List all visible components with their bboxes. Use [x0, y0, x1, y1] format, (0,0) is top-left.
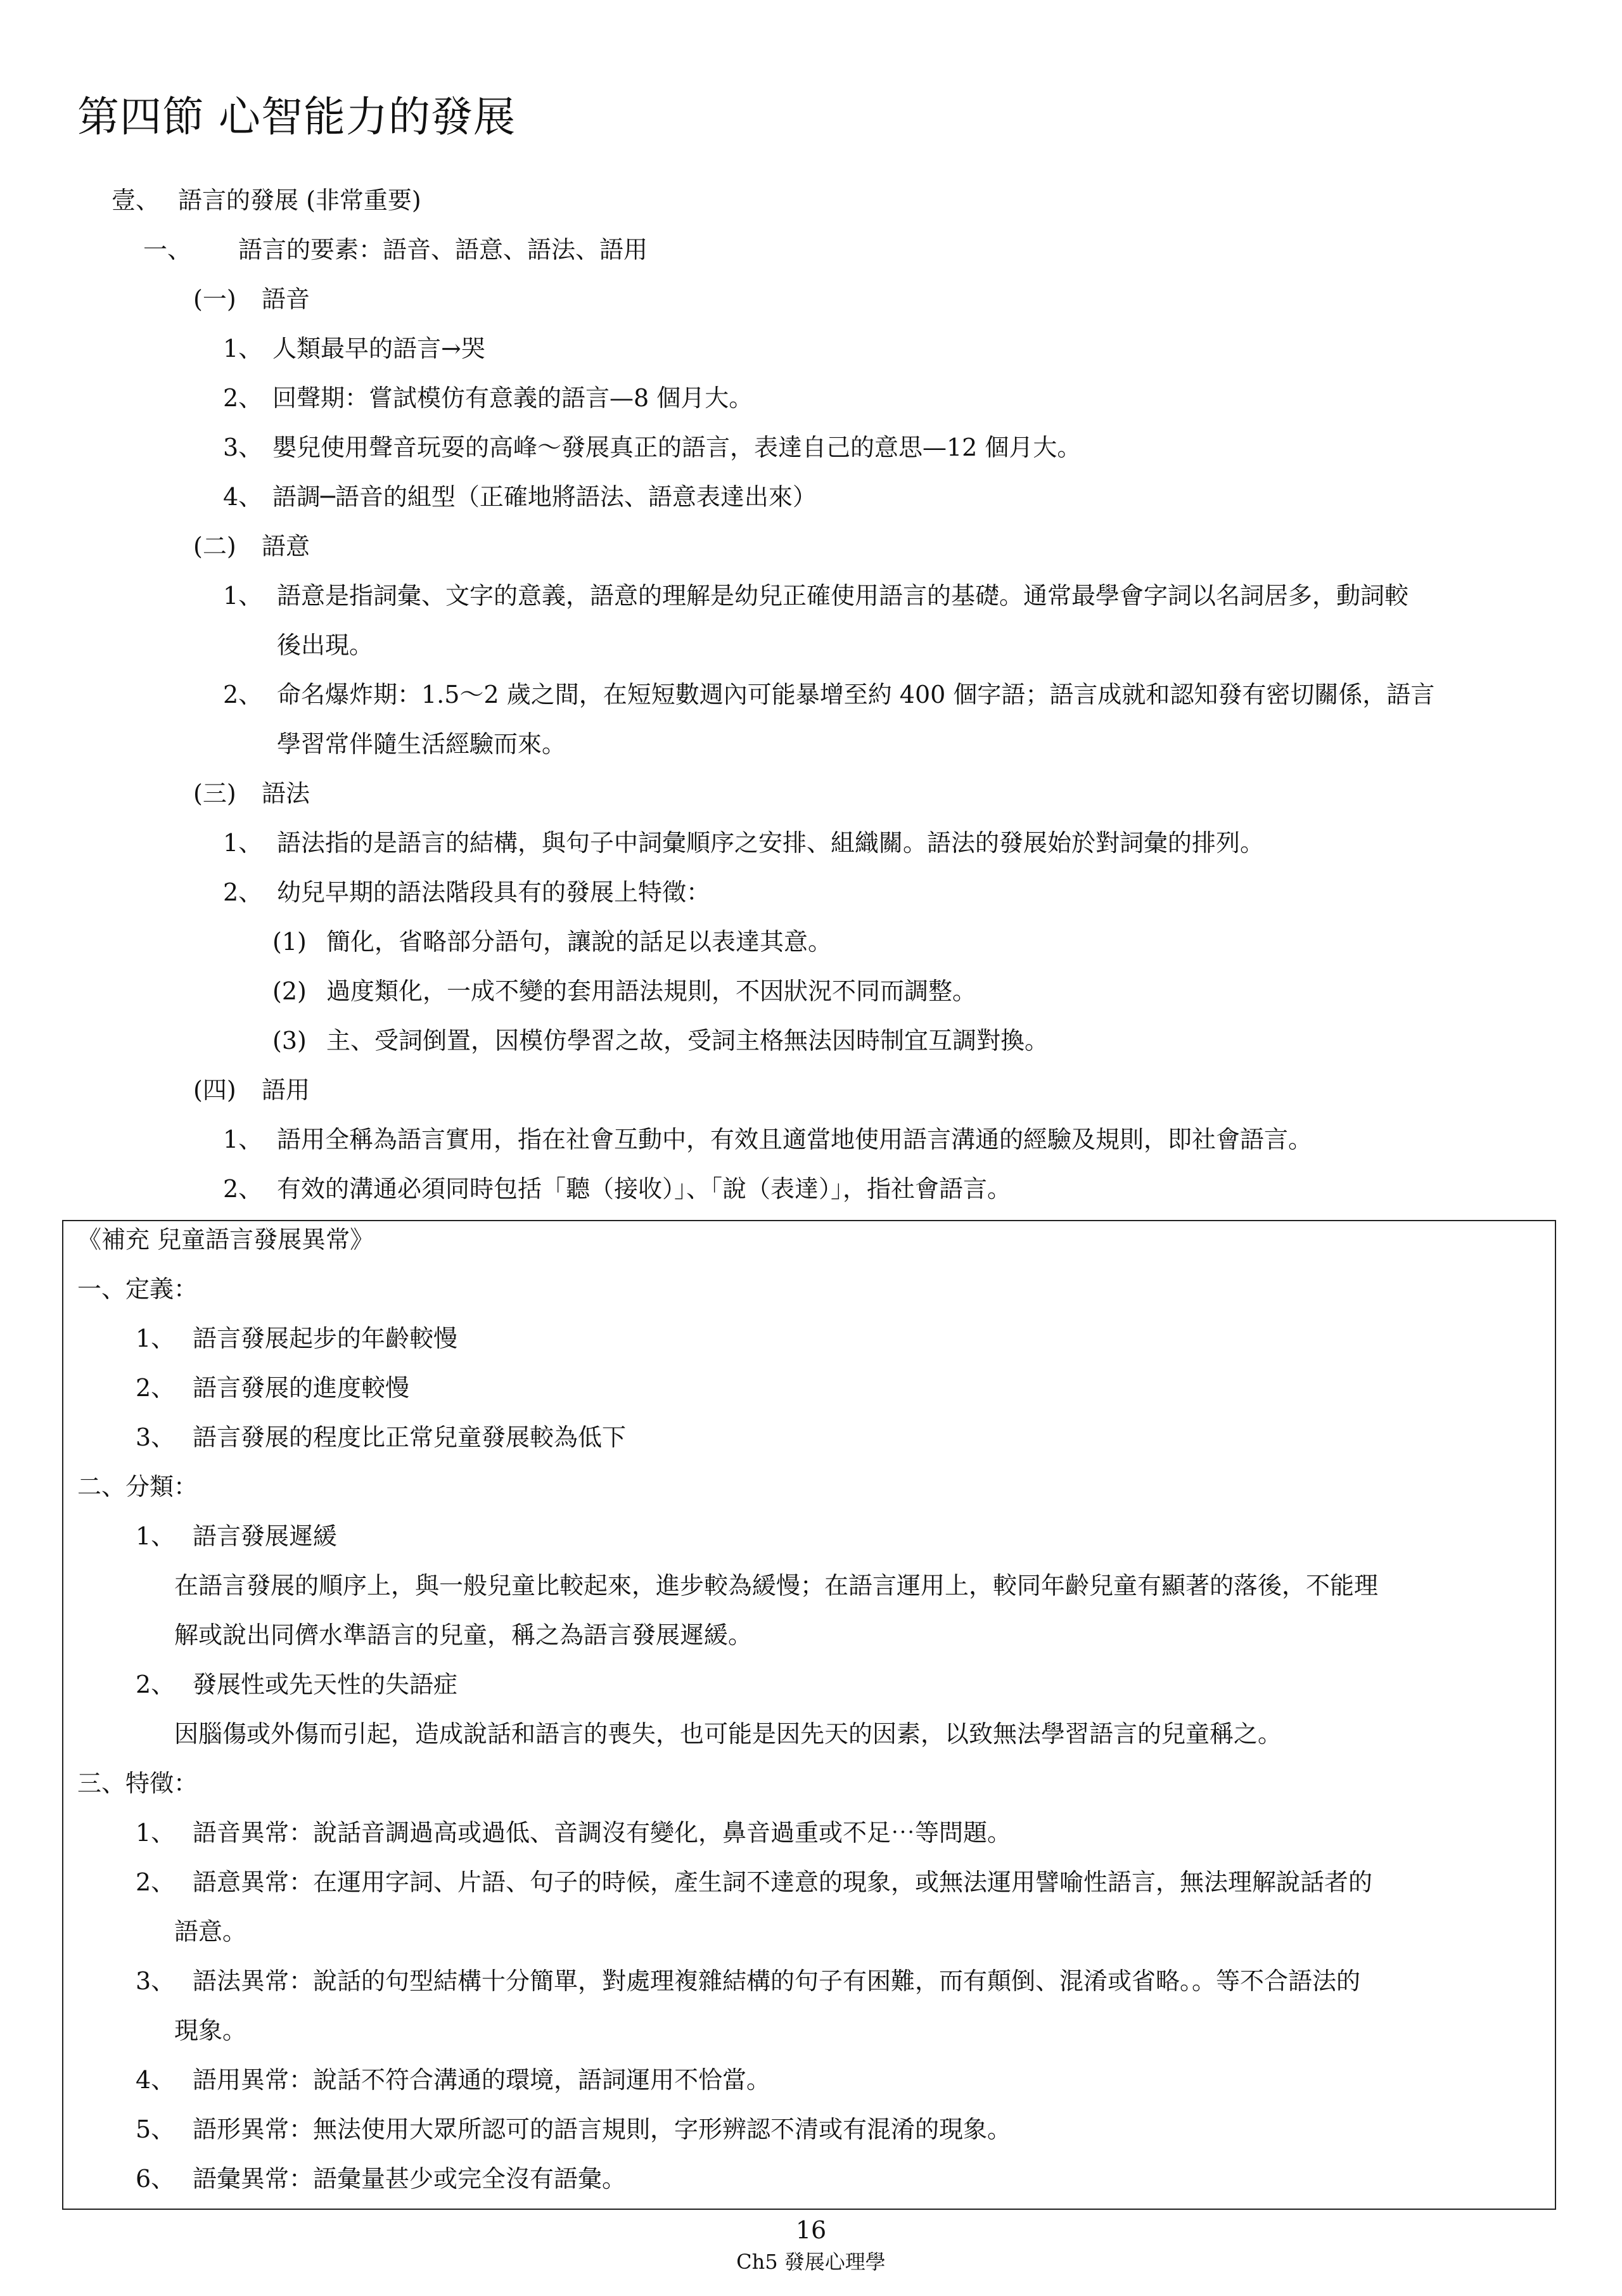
list-item: 1、 語音異常：說話音調過高或過低、音調沒有變化，鼻音過重或不足⋯等問題。	[136, 1819, 1012, 1847]
subsection-heading	[143, 233, 648, 266]
sub-list-item: (3) 主、受詞倒置，因模仿學習之故，受詞主格無法因時制宜互調對換。	[272, 1027, 1049, 1055]
list-item: 2、 命名爆炸期：1.5～2 歲之間，在短短數週內可能暴增至約 400 個字語；語言成就和認知發有密切關係，語言	[223, 681, 1435, 709]
list-item: 5、 語形異常：無法使用大眾所認可的語言規則，字形辨認不清或有混淆的現象。	[136, 2115, 1012, 2143]
list-item-continuation: 現象。	[174, 2017, 247, 2044]
list-item: 1、 語用全稱為語言實用，指在社會互動中，有效且適當地使用語言溝通的經驗及規則，即社會語言。	[223, 1126, 1313, 1153]
list-item: 6、 語彙異常：語彙量甚少或完全沒有語彙。	[136, 2165, 627, 2193]
list-item: 3、 嬰兒使用聲音玩耍的高峰～發展真正的語言，表達自己的意思—12 個月大。	[223, 433, 1082, 461]
list-item: 1、 語法指的是語言的結構，與句子中詞彙順序之安排、組織關。語法的發展始於對詞彙的排列。	[223, 829, 1265, 857]
list-item: 4、 語用異常：說話不符合溝通的環境，語詞運用不恰當。	[136, 2066, 771, 2094]
list-item: 2、 回聲期：嘗試模仿有意義的語言—8 個月大。	[223, 384, 753, 412]
list-item: 3、 語法異常：說話的句型結構十分簡單，對處理複雜結構的句子有困難，而有顛倒、混淆或省略。。等不合語法的	[136, 1967, 1361, 1995]
page-number: 16	[795, 2216, 827, 2244]
section-heading	[112, 184, 421, 217]
section-number: 壹、	[112, 186, 160, 214]
heading-pragmatics: (四) 語用	[193, 1076, 310, 1104]
list-item-description: 在語言發展的順序上，與一般兒童比較起來，進步較為緩慢；在語言運用上，較同年齡兒童有顯著的落後，不能理	[174, 1572, 1379, 1600]
supplement-title: 《補充 兒童語言發展異常》	[77, 1226, 374, 1254]
list-item: 1、 語言發展起步的年齡較慢	[136, 1324, 458, 1352]
list-item-continuation: 學習常伴隨生活經驗而來。	[277, 730, 566, 758]
list-item: 2、 語意異常：在運用字詞、片語、句子的時候，產生詞不達意的現象，或無法運用譬喻性語言，無法理解說話者的	[136, 1868, 1373, 1896]
list-item: 4、 語調─語音的組型（正確地將語法、語意表達出來）	[223, 483, 817, 511]
list-item-description: 因腦傷或外傷而引起，造成說話和語言的喪失，也可能是因先天的因素，以致無法學習語言的兒童稱之。	[174, 1720, 1282, 1748]
heading-syntax: (三) 語法	[193, 779, 310, 807]
sub-list-item: (1) 簡化，省略部分語句，讓說的話足以表達其意。	[272, 928, 833, 956]
heading-phonetics: (一) 語音	[193, 285, 310, 313]
list-item: 2、 有效的溝通必須同時包括「聽（接收）」、「說（表達）」，指社會語言。	[223, 1175, 1012, 1203]
list-item-continuation: 語意。	[174, 1918, 247, 1946]
list-item: 3、 語言發展的程度比正常兒童發展較為低下	[136, 1423, 627, 1451]
list-item: 1、 語意是指詞彙、文字的意義，語意的理解是幼兒正確使用語言的基礎。通常最學會字詞以名詞居多，動詞較	[223, 582, 1409, 610]
list-item: 1、 語言發展遲緩	[136, 1522, 338, 1550]
subsection-text: 語言的要素：語音、語意、語法、語用	[238, 236, 648, 264]
heading-semantics: (二) 語意	[193, 532, 310, 560]
supplement-heading-definition: 一、定義：	[77, 1275, 198, 1303]
list-item-description: 解或說出同儕水準語言的兒童，稱之為語言發展遲緩。	[174, 1621, 753, 1649]
supplement-heading-features: 三、特徵：	[77, 1769, 198, 1797]
subsection-number: 一、	[143, 236, 192, 264]
supplement-heading-classification: 二、分類：	[77, 1473, 198, 1501]
list-item: 1、 人類最早的語言→哭	[223, 335, 485, 362]
list-item: 2、 發展性或先天性的失語症	[136, 1671, 458, 1698]
page-title: 第四節 心智能力的發展	[77, 93, 516, 141]
chapter-label: Ch5 發展心理學	[736, 2250, 886, 2274]
section-text: 語言的發展 (非常重要)	[178, 186, 421, 214]
list-item: 2、 語言發展的進度較慢	[136, 1374, 410, 1402]
sub-list-item: (2) 過度類化，一成不變的套用語法規則，不因狀況不同而調整。	[272, 977, 977, 1005]
list-item-continuation: 後出現。	[277, 631, 374, 659]
supplement-box	[62, 1220, 1556, 2210]
list-item: 2、 幼兒早期的語法階段具有的發展上特徵：	[223, 878, 711, 906]
